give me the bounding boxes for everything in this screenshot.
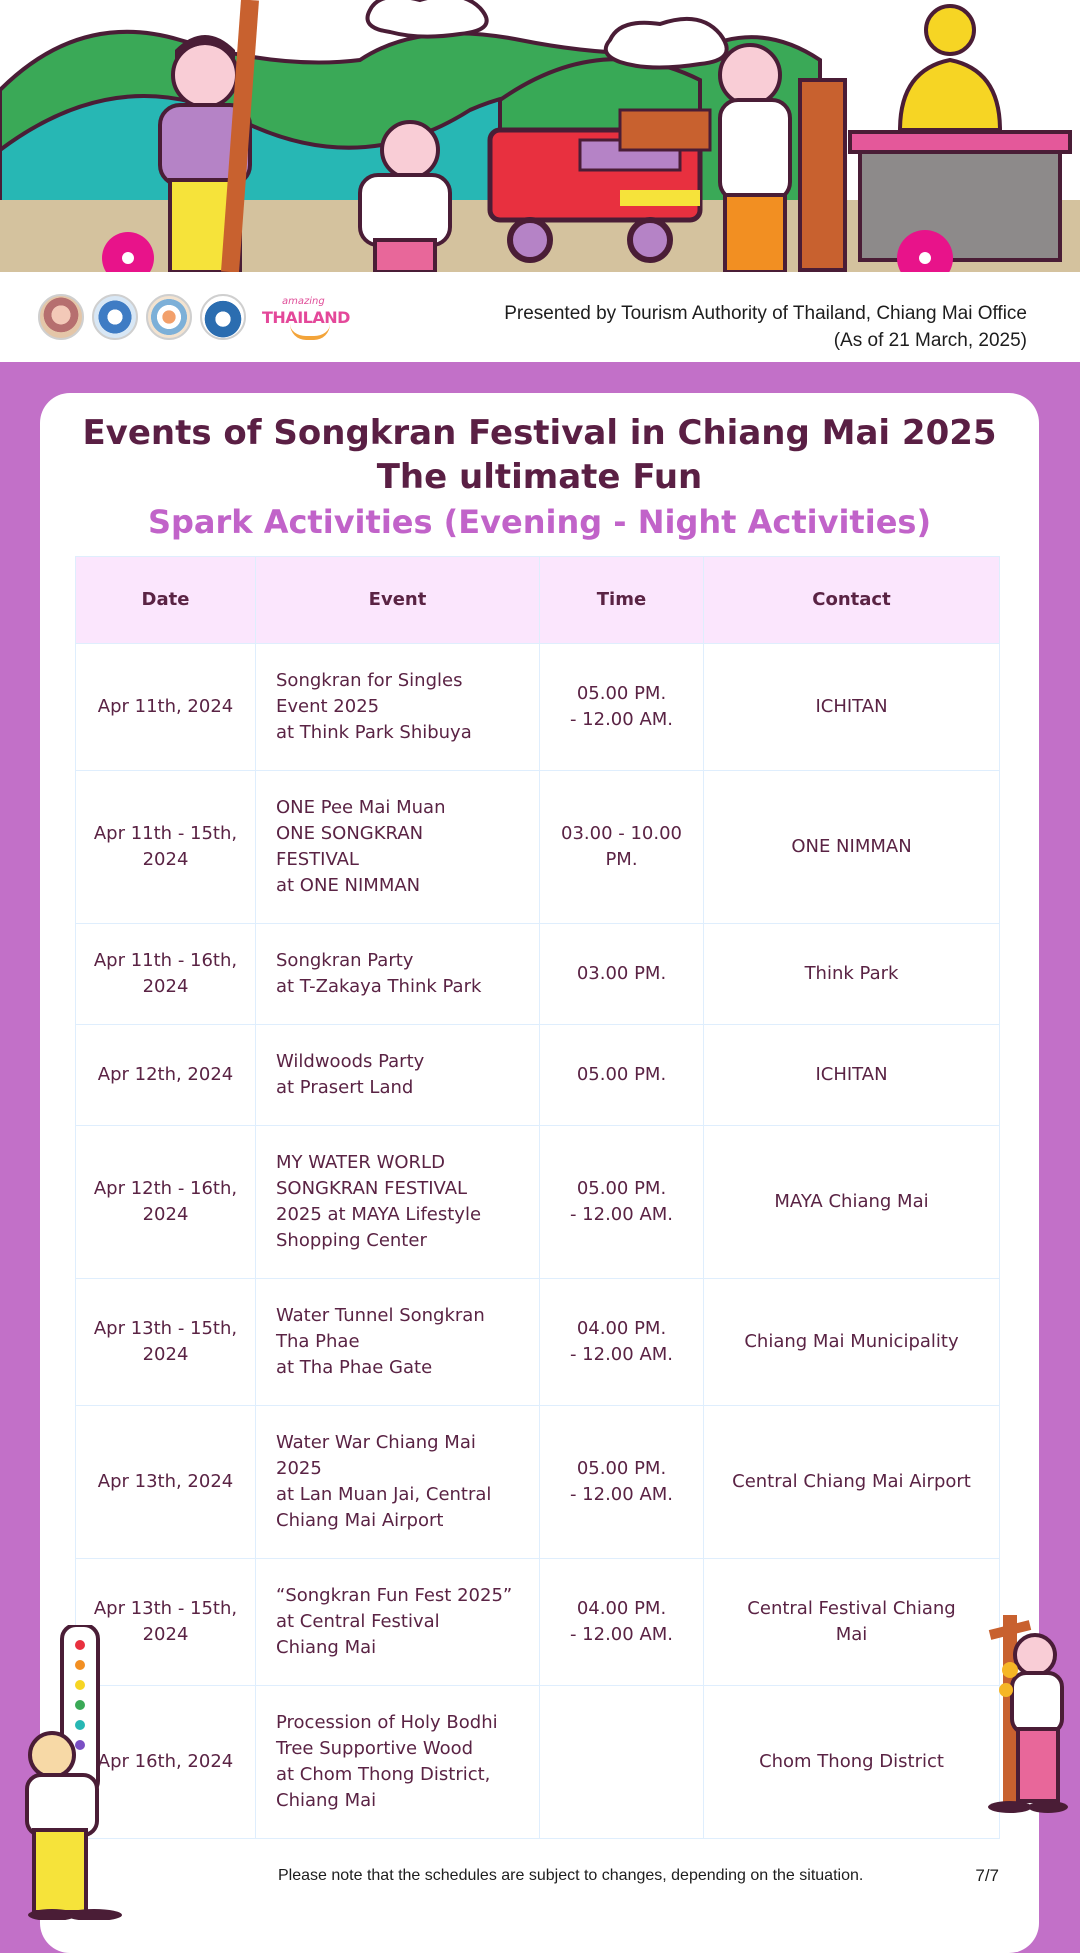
- amazing-thailand-logo: [260, 294, 352, 340]
- table-row: [76, 1686, 1000, 1839]
- event-name-line: 2025: [276, 1458, 322, 1479]
- table-row: [76, 1126, 1000, 1279]
- event-date: Apr 11th - 16th, 2024: [76, 924, 256, 1025]
- event-date: Apr 13th, 2024: [76, 1406, 256, 1559]
- event-date: Apr 13th - 15th, 2024: [76, 1279, 256, 1406]
- table-header-row: [76, 557, 1000, 644]
- event-name: [256, 924, 540, 1025]
- tat-logo-swoosh-icon: [290, 324, 330, 340]
- event-name-line: Shopping Center: [276, 1230, 427, 1251]
- event-time: 04.00 PM. - 12.00 AM.: [540, 1559, 704, 1686]
- event-name-line: ONE Pee Mai Muan: [276, 797, 446, 818]
- header-date: Date: [76, 557, 256, 644]
- songkran-scene-illustration: [0, 0, 1080, 272]
- header-time: Time: [540, 557, 704, 644]
- schedule-disclaimer: Please note that the schedules are subject to changes, depending on the situation.: [278, 1867, 864, 1884]
- event-time: 05.00 PM. - 12.00 AM.: [540, 1126, 704, 1279]
- event-contact: Central Chiang Mai Airport: [704, 1406, 1000, 1559]
- event-name-line: SONGKRAN FESTIVAL: [276, 1178, 468, 1199]
- event-name-line: Water War Chiang Mai: [276, 1432, 476, 1453]
- event-name: [256, 1126, 540, 1279]
- event-name: [256, 644, 540, 771]
- tat-logo-amazing-text: amazing: [282, 296, 325, 307]
- event-contact: Think Park: [704, 924, 1000, 1025]
- presenter-credit: [504, 300, 1027, 354]
- event-time: 05.00 PM. - 12.00 AM.: [540, 644, 704, 771]
- event-name-line: FESTIVAL: [276, 849, 359, 870]
- table-row: [76, 1279, 1000, 1406]
- event-name-line: at Central Festival: [276, 1611, 440, 1632]
- event-name-line: 2025 at MAYA Lifestyle: [276, 1204, 482, 1225]
- event-name: [256, 1025, 540, 1126]
- event-name: [256, 1559, 540, 1686]
- chiang-mai-province-seal-icon: [38, 294, 84, 340]
- header-contact: Contact: [704, 557, 1000, 644]
- boy-with-flower-stick-illustration: [970, 1615, 1070, 1815]
- event-name-line: ONE SONGKRAN: [276, 823, 424, 844]
- event-time: 03.00 - 10.00 PM.: [540, 771, 704, 924]
- tat-logo-thailand-text: THAILAND: [262, 308, 350, 327]
- event-name-line: at T-Zakaya Think Park: [276, 976, 482, 997]
- event-date: Apr 13th - 15th, 2024: [76, 1559, 256, 1686]
- event-name-line: Tree Supportive Wood: [276, 1738, 474, 1759]
- presenter-band: [0, 272, 1080, 362]
- event-name-line: Tha Phae: [276, 1331, 360, 1352]
- girl-with-water-gun-illustration: [22, 1625, 132, 1920]
- event-name-line: Songkran Party: [276, 950, 414, 971]
- event-name-line: at Think Park Shibuya: [276, 722, 472, 743]
- event-name: [256, 771, 540, 924]
- municipality-seal-icon: [92, 294, 138, 340]
- event-name: [256, 1686, 540, 1839]
- provincial-administration-seal-icon: [146, 294, 192, 340]
- event-name-line: Event 2025: [276, 696, 380, 717]
- tourism-office-seal-icon: [200, 294, 246, 340]
- presenter-line: Presented by Tourism Authority of Thailand, Chiang Mai Office: [504, 303, 1027, 324]
- table-row: [76, 1025, 1000, 1126]
- event-name: [256, 1279, 540, 1406]
- table-row: [76, 924, 1000, 1025]
- event-name-line: Wildwoods Party: [276, 1051, 425, 1072]
- table-row: [76, 1559, 1000, 1686]
- event-time: 04.00 PM. - 12.00 AM.: [540, 1279, 704, 1406]
- partner-logos: [38, 292, 352, 342]
- event-date: Apr 11th, 2024: [76, 644, 256, 771]
- event-time: 05.00 PM.: [540, 1025, 704, 1126]
- event-contact: MAYA Chiang Mai: [704, 1126, 1000, 1279]
- event-name-line: Songkran for Singles: [276, 670, 463, 691]
- event-name-line: at Prasert Land: [276, 1077, 414, 1098]
- event-date: Apr 12th, 2024: [76, 1025, 256, 1126]
- section-subtitle: Spark Activities (Evening - Night Activities): [147, 503, 932, 541]
- hero-illustration: [0, 0, 1080, 272]
- event-time: [540, 1686, 704, 1839]
- event-name-line: Chiang Mai Airport: [276, 1510, 444, 1531]
- event-name-line: Chiang Mai: [276, 1637, 377, 1658]
- event-date: Apr 12th - 16th, 2024: [76, 1126, 256, 1279]
- event-name-line: Procession of Holy Bodhi: [276, 1712, 498, 1733]
- event-name-line: Water Tunnel Songkran: [276, 1305, 485, 1326]
- event-date: Apr 11th - 15th, 2024: [76, 771, 256, 924]
- event-name-line: MY WATER WORLD: [276, 1152, 445, 1173]
- event-name-line: Chiang Mai: [276, 1790, 377, 1811]
- events-table: [75, 556, 1000, 1839]
- page-number: 7/7: [975, 1866, 999, 1885]
- as-of-date: (As of 21 March, 2025): [833, 330, 1027, 351]
- event-date: Apr 16th, 2024: [76, 1686, 256, 1839]
- event-contact: ONE NIMMAN: [704, 771, 1000, 924]
- event-name-line: at ONE NIMMAN: [276, 875, 421, 896]
- table-row: [76, 771, 1000, 924]
- event-contact: Chiang Mai Municipality: [704, 1279, 1000, 1406]
- event-time: 03.00 PM.: [540, 924, 704, 1025]
- table-row: [76, 644, 1000, 771]
- event-name-line: “Songkran Fun Fest 2025”: [276, 1585, 513, 1606]
- event-name-line: at Lan Muan Jai, Central: [276, 1484, 492, 1505]
- header-event: Event: [256, 557, 540, 644]
- event-contact: Central Festival Chiang Mai: [704, 1559, 1000, 1686]
- title-line-1: Events of Songkran Festival in Chiang Mai 2025: [82, 413, 997, 453]
- page-title: [40, 411, 1039, 499]
- event-time: 05.00 PM. - 12.00 AM.: [540, 1406, 704, 1559]
- event-contact: Chom Thong District: [704, 1686, 1000, 1839]
- table-row: [76, 1406, 1000, 1559]
- events-card: [40, 393, 1039, 1953]
- event-contact: ICHITAN: [704, 1025, 1000, 1126]
- title-line-2: The ultimate Fun: [376, 457, 703, 497]
- event-contact: ICHITAN: [704, 644, 1000, 771]
- event-name: [256, 1406, 540, 1559]
- event-name-line: at Chom Thong District,: [276, 1764, 491, 1785]
- event-name-line: at Tha Phae Gate: [276, 1357, 433, 1378]
